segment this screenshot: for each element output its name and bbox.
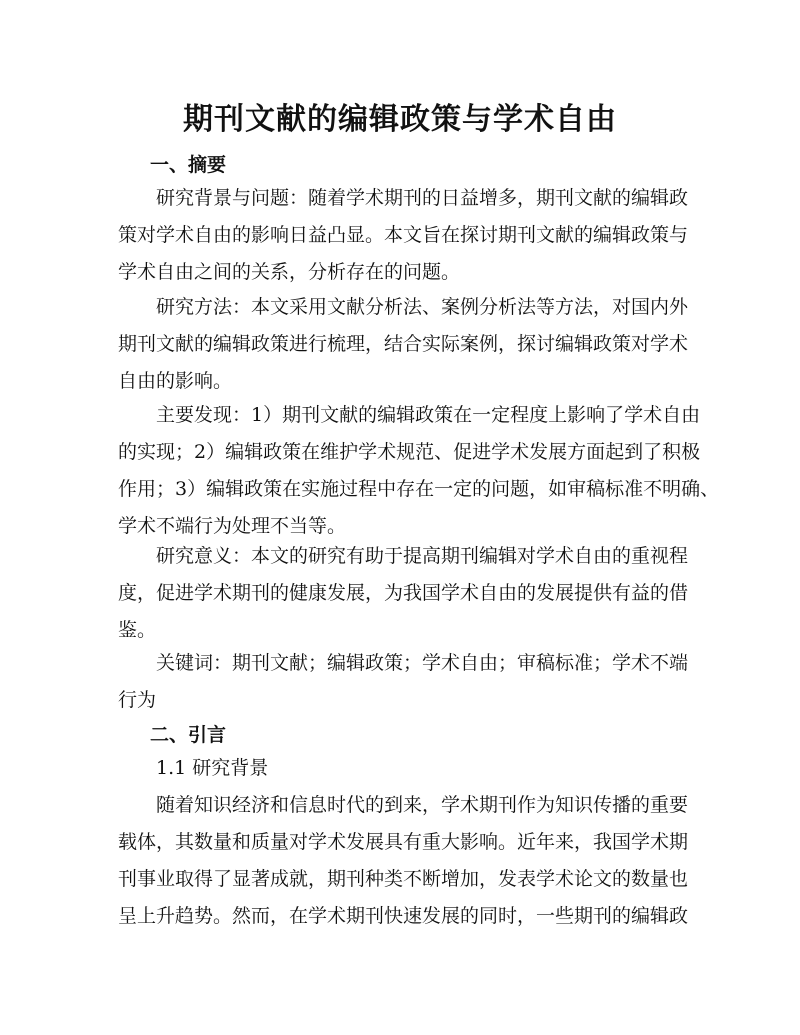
introduction-heading: 二、引言 bbox=[150, 724, 227, 746]
text-line: 的实现；2）编辑政策在维护学术规范、促进学术发展方面起到了积极 bbox=[118, 441, 701, 463]
text-line: 作用；3）编辑政策在实施过程中存在一定的问题，如审稿标准不明确、 bbox=[118, 478, 720, 500]
text-line: 期刊文献的编辑政策进行梳理，结合实际案例，探讨编辑政策对学术 bbox=[118, 333, 689, 355]
text-line: 学术不端行为处理不当等。 bbox=[118, 515, 347, 537]
text-line: 鉴。 bbox=[118, 619, 157, 641]
text-line: 随着知识经济和信息时代的到来，学术期刊作为知识传播的重要 bbox=[156, 794, 689, 816]
text-line: 策对学术自由的影响日益凸显。本文旨在探讨期刊文献的编辑政策与 bbox=[118, 224, 689, 246]
abstract-paragraph-methods bbox=[118, 289, 698, 400]
abstract-paragraph-findings bbox=[118, 397, 720, 545]
section-subheading: 1.1 研究背景 bbox=[156, 757, 269, 779]
text-line: 关键词：期刊文献；编辑政策；学术自由；审稿标准；学术不端 bbox=[156, 652, 689, 674]
abstract-paragraph-significance bbox=[118, 538, 698, 649]
text-line: 度，促进学术期刊的健康发展，为我国学术自由的发展提供有益的借 bbox=[118, 582, 689, 604]
text-line: 学术自由之间的关系，分析存在的问题。 bbox=[118, 261, 461, 283]
text-line: 研究方法：本文采用文献分析法、案例分析法等方法，对国内外 bbox=[156, 296, 689, 318]
text-line: 研究背景与问题：随着学术期刊的日益增多，期刊文献的编辑政 bbox=[156, 187, 689, 209]
text-line: 载体，其数量和质量对学术发展具有重大影响。近年来，我国学术期 bbox=[118, 831, 689, 853]
abstract-paragraph-background bbox=[118, 180, 698, 291]
text-line: 自由的影响。 bbox=[118, 370, 233, 392]
introduction-subheading bbox=[118, 750, 698, 787]
abstract-heading: 一、摘要 bbox=[150, 154, 227, 176]
text-line: 主要发现：1）期刊文献的编辑政策在一定程度上影响了学术自由 bbox=[156, 404, 701, 426]
introduction-paragraph bbox=[118, 787, 698, 935]
text-line: 行为 bbox=[118, 689, 157, 711]
document-title: 期刊文献的编辑政策与学术自由 bbox=[183, 102, 617, 137]
abstract-keywords bbox=[118, 645, 698, 719]
text-line: 研究意义：本文的研究有助于提高期刊编辑对学术自由的重视程 bbox=[156, 545, 689, 567]
text-line: 刊事业取得了显著成就，期刊种类不断增加，发表学术论文的数量也 bbox=[118, 868, 689, 890]
text-line: 呈上升趋势。然而，在学术期刊快速发展的同时，一些期刊的编辑政 bbox=[118, 905, 689, 927]
